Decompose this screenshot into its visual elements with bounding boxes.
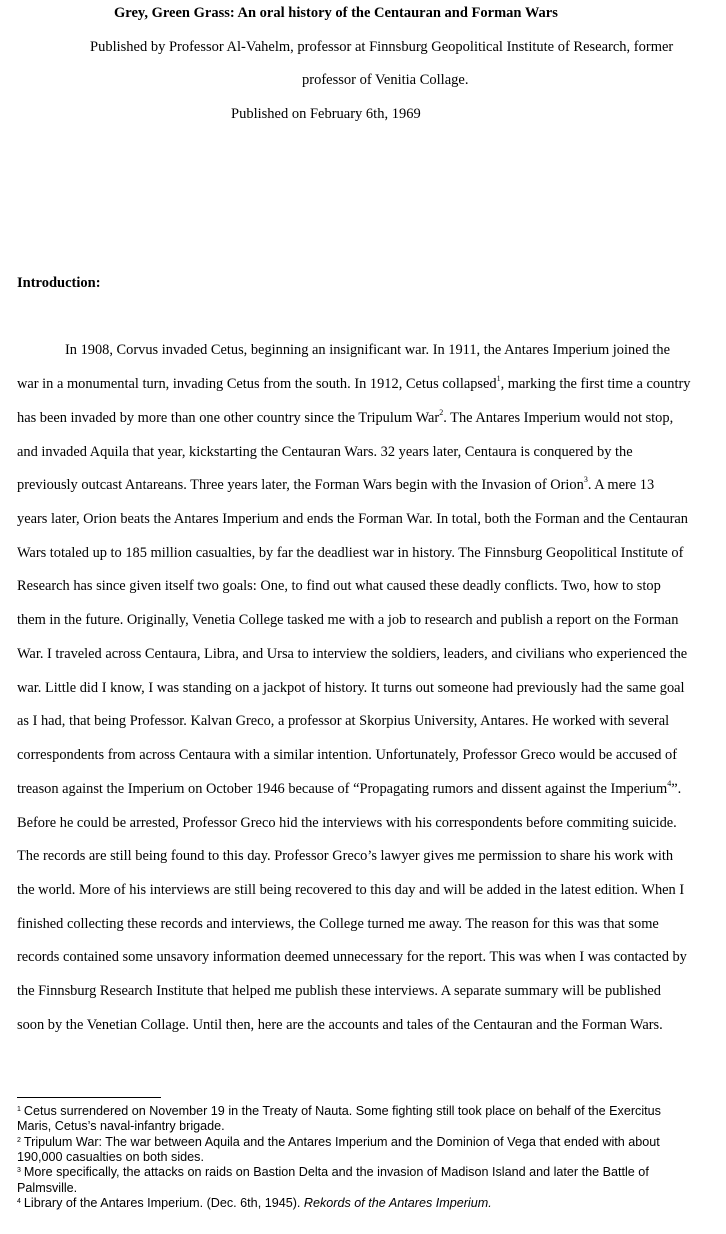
footnote-2: $^2$ Tripulum War: The war between Aquila and the Antares Imperium and the Dominion of Vega that ended with about xyxy=(17,1135,660,1149)
body-line: In 1908, Corvus invaded Cetus, beginning an insignificant war. In 1911, the Antares Imperium joined the xyxy=(65,342,670,358)
footnote-1: $^1$ Cetus surrendered on November 19 in the Treaty of Nauta. Some fighting still took place on behalf of the Exercitus xyxy=(17,1104,661,1118)
footnote-1-continued: Maris, Cetus’s naval-infantry brigade. xyxy=(17,1119,225,1133)
footnote-4: $^4$ Library of the Antares Imperium. (Dec. 6th, 1945). Rekords of the Antares Imperium. xyxy=(17,1196,492,1210)
body-line: war. Little did I know, I was standing on a jackpot of history. It turns out someone had previously had the same goal xyxy=(17,680,685,696)
published-date: Published on February 6th, 1969 xyxy=(231,106,421,122)
footnote-separator xyxy=(17,1097,161,1098)
publisher-line: Published by Professor Al-Vahelm, professor at Finnsburg Geopolitical Institute of Research, former xyxy=(90,39,674,55)
publisher-line-continued: professor of Venitia Collage. xyxy=(302,72,469,88)
body-line: war in a monumental turn, invading Cetus from the south. In 1912, Cetus collapsed$^1$, marking the first time a country xyxy=(17,374,691,392)
body-line: the Finnsburg Research Institute that helped me publish these interviews. A separate summary will be published xyxy=(17,983,661,999)
body-line: has been invaded by more than one other country since the Tripulum War$^2$. The Antares Imperium would not stop, xyxy=(17,408,674,426)
body-line: The records are still being found to this day. Professor Greco’s lawyer gives me permission to share his work with xyxy=(17,848,674,864)
body-line: the world. More of his interviews are still being recovered to this day and will be added in the latest edition. When I xyxy=(17,882,685,898)
body-line: Wars totaled up to 185 million casualties, by far the deadliest war in history. The Finnsburg Geopolitical Institute of xyxy=(17,545,684,561)
footnote-ref-1[interactable]: 1 xyxy=(496,374,501,383)
footnote-3: $^3$ More specifically, the attacks on raids on Bastion Delta and the invasion of Madison Island and later the Battle of xyxy=(17,1165,649,1179)
body-line: years later, Orion beats the Antares Imperium and ends the Forman War. In total, both the Forman and the Centauran xyxy=(17,511,688,527)
footnote-ref-2[interactable]: 2 xyxy=(439,408,444,417)
body-line: finished collecting these records and interviews, the College turned me away. The reason for this was that some xyxy=(17,916,659,932)
body-line: as I had, that being Professor. Kalvan Greco, a professor at Skorpius University, Antares. He worked with several xyxy=(17,713,670,729)
footnote-3-continued: Palmsville. xyxy=(17,1181,78,1195)
footnote-ref-3[interactable]: 3 xyxy=(583,475,588,484)
body-line: them in the future. Originally, Venetia College tasked me with a job to research and publish a report on the Forman xyxy=(17,612,679,628)
body-line: records contained some unsavory information deemed unnecessary for the report. This was when I was contacted by xyxy=(17,949,687,965)
body-line: correspondents from across Centaura with a similar intention. Unfortunately, Professor Greco would be accused of xyxy=(17,747,678,763)
body-line: War. I traveled across Centaura, Libra, and Ursa to interview the soldiers, leaders, and civilians who experienced the xyxy=(17,646,688,662)
section-heading: Introduction: xyxy=(17,275,101,291)
document-title: Grey, Green Grass: An oral history of the Centauran and Forman Wars xyxy=(114,5,558,21)
body-line: previously outcast Antareans. Three years later, the Forman Wars begin with the Invasion of Orion$^3$. A mere 13 xyxy=(17,475,655,493)
body-line: treason against the Imperium on October 1946 because of “Propagating rumors and dissent against the Imperium$^4$”. xyxy=(17,779,682,797)
footnote-ref-4[interactable]: 4 xyxy=(667,779,672,788)
body-line: and invaded Aquila that year, kickstarting the Centauran Wars. 32 years later, Centaura is conquered by the xyxy=(17,444,633,460)
body-line: Before he could be arrested, Professor Greco hid the interviews with his correspondents before commiting suicide. xyxy=(17,815,677,831)
footnote-2-continued: 190,000 casualties on both sides. xyxy=(17,1150,204,1164)
body-line: soon by the Venetian Collage. Until then, here are the accounts and tales of the Centauran and the Forman Wars. xyxy=(17,1017,663,1033)
body-line: Research has since given itself two goals: One, to find out what caused these deadly conflicts. Two, how to stop xyxy=(17,578,661,594)
citation-title: Rekords of the Antares Imperium. xyxy=(303,1196,492,1210)
